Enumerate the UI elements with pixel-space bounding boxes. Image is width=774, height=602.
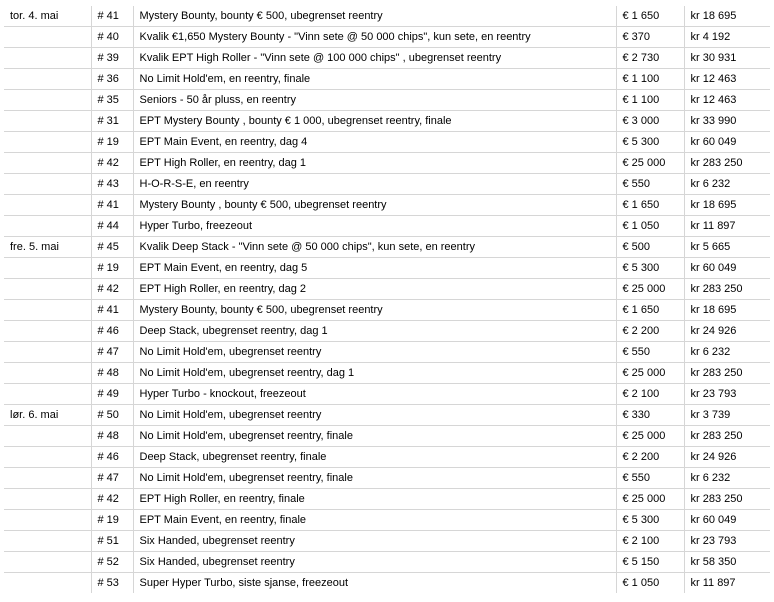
event-name-cell: Six Handed, ubegrenset reentry: [133, 531, 616, 552]
table-row: [4, 405, 770, 426]
buyin-eur-cell: € 500: [616, 237, 684, 258]
event-name-cell: H-O-R-S-E, en reentry: [133, 174, 616, 195]
event-name-cell: Super Hyper Turbo, siste sjanse, freezeout: [133, 573, 616, 594]
buyin-eur-cell: € 1 050: [616, 216, 684, 237]
buyin-eur-cell: € 5 300: [616, 510, 684, 531]
buyin-eur-cell: € 2 200: [616, 447, 684, 468]
event-name-cell: EPT High Roller, en reentry, finale: [133, 489, 616, 510]
buyin-nok-cell: kr 283 250: [684, 363, 770, 384]
buyin-eur-cell: € 5 150: [616, 552, 684, 573]
event-number-cell: # 41: [91, 195, 133, 216]
event-number-cell: # 31: [91, 111, 133, 132]
date-cell: [4, 174, 91, 195]
buyin-eur-cell: € 2 100: [616, 384, 684, 405]
table-row: [4, 6, 770, 27]
event-number-cell: # 53: [91, 573, 133, 594]
buyin-eur-cell: € 1 050: [616, 573, 684, 594]
buyin-eur-cell: € 1 650: [616, 300, 684, 321]
buyin-eur-cell: € 550: [616, 174, 684, 195]
event-number-cell: # 40: [91, 27, 133, 48]
event-name-cell: Kvalik Deep Stack - "Vinn sete @ 50 000 chips", kun sete, en reentry: [133, 237, 616, 258]
table-row: [4, 468, 770, 489]
schedule-body: [4, 6, 770, 593]
buyin-eur-cell: € 550: [616, 342, 684, 363]
buyin-eur-cell: € 1 650: [616, 195, 684, 216]
date-cell: [4, 258, 91, 279]
date-cell: [4, 531, 91, 552]
buyin-eur-cell: € 1 100: [616, 90, 684, 111]
date-cell: [4, 300, 91, 321]
date-cell: [4, 90, 91, 111]
buyin-nok-cell: kr 283 250: [684, 153, 770, 174]
event-number-cell: # 36: [91, 69, 133, 90]
table-row: [4, 132, 770, 153]
table-row: [4, 48, 770, 69]
date-cell: [4, 510, 91, 531]
buyin-nok-cell: kr 24 926: [684, 321, 770, 342]
event-number-cell: # 50: [91, 405, 133, 426]
date-cell: [4, 468, 91, 489]
event-name-cell: Kvalik EPT High Roller - "Vinn sete @ 100 000 chips" , ubegrenset reentry: [133, 48, 616, 69]
table-row: [4, 279, 770, 300]
date-cell: [4, 489, 91, 510]
event-number-cell: # 52: [91, 552, 133, 573]
buyin-nok-cell: kr 60 049: [684, 510, 770, 531]
buyin-nok-cell: kr 6 232: [684, 342, 770, 363]
event-name-cell: EPT Main Event, en reentry, dag 5: [133, 258, 616, 279]
buyin-eur-cell: € 25 000: [616, 426, 684, 447]
table-row: [4, 90, 770, 111]
event-number-cell: # 48: [91, 363, 133, 384]
table-row: [4, 27, 770, 48]
event-name-cell: Mystery Bounty, bounty € 500, ubegrenset reentry: [133, 6, 616, 27]
buyin-nok-cell: kr 23 793: [684, 384, 770, 405]
table-row: [4, 489, 770, 510]
event-name-cell: EPT Mystery Bounty , bounty € 1 000, ubegrenset reentry, finale: [133, 111, 616, 132]
buyin-nok-cell: kr 283 250: [684, 279, 770, 300]
buyin-nok-cell: kr 18 695: [684, 6, 770, 27]
event-number-cell: # 51: [91, 531, 133, 552]
buyin-eur-cell: € 370: [616, 27, 684, 48]
buyin-eur-cell: € 2 100: [616, 531, 684, 552]
event-number-cell: # 19: [91, 258, 133, 279]
buyin-nok-cell: kr 33 990: [684, 111, 770, 132]
buyin-nok-cell: kr 18 695: [684, 300, 770, 321]
buyin-nok-cell: kr 23 793: [684, 531, 770, 552]
buyin-eur-cell: € 25 000: [616, 153, 684, 174]
event-number-cell: # 46: [91, 447, 133, 468]
event-name-cell: EPT Main Event, en reentry, finale: [133, 510, 616, 531]
event-number-cell: # 42: [91, 279, 133, 300]
buyin-eur-cell: € 3 000: [616, 111, 684, 132]
date-cell: [4, 132, 91, 153]
event-number-cell: # 46: [91, 321, 133, 342]
table-row: [4, 363, 770, 384]
event-name-cell: EPT High Roller, en reentry, dag 1: [133, 153, 616, 174]
buyin-eur-cell: € 2 730: [616, 48, 684, 69]
table-row: [4, 174, 770, 195]
buyin-eur-cell: € 5 300: [616, 132, 684, 153]
table-row: [4, 300, 770, 321]
buyin-nok-cell: kr 60 049: [684, 132, 770, 153]
buyin-eur-cell: € 25 000: [616, 363, 684, 384]
event-number-cell: # 41: [91, 6, 133, 27]
buyin-eur-cell: € 550: [616, 468, 684, 489]
event-number-cell: # 35: [91, 90, 133, 111]
event-name-cell: Hyper Turbo - knockout, freezeout: [133, 384, 616, 405]
buyin-nok-cell: kr 11 897: [684, 216, 770, 237]
table-row: [4, 342, 770, 363]
date-cell: [4, 552, 91, 573]
table-row: [4, 426, 770, 447]
buyin-nok-cell: kr 30 931: [684, 48, 770, 69]
buyin-eur-cell: € 330: [616, 405, 684, 426]
event-name-cell: No Limit Hold'em, ubegrenset reentry, finale: [133, 468, 616, 489]
date-cell: [4, 69, 91, 90]
event-number-cell: # 49: [91, 384, 133, 405]
buyin-nok-cell: kr 12 463: [684, 69, 770, 90]
event-number-cell: # 48: [91, 426, 133, 447]
date-cell: [4, 573, 91, 594]
buyin-eur-cell: € 25 000: [616, 279, 684, 300]
buyin-nok-cell: kr 18 695: [684, 195, 770, 216]
event-name-cell: Deep Stack, ubegrenset reentry, finale: [133, 447, 616, 468]
buyin-nok-cell: kr 24 926: [684, 447, 770, 468]
event-name-cell: Kvalik €1,650 Mystery Bounty - "Vinn sete @ 50 000 chips", kun sete, en reentry: [133, 27, 616, 48]
date-cell: [4, 447, 91, 468]
table-row: [4, 321, 770, 342]
date-cell: [4, 426, 91, 447]
event-name-cell: No Limit Hold'em, ubegrenset reentry, dag 1: [133, 363, 616, 384]
date-cell: [4, 48, 91, 69]
event-number-cell: # 45: [91, 237, 133, 258]
buyin-eur-cell: € 25 000: [616, 489, 684, 510]
event-name-cell: Mystery Bounty , bounty € 500, ubegrenset reentry: [133, 195, 616, 216]
date-cell: fre. 5. mai: [4, 237, 91, 258]
buyin-nok-cell: kr 3 739: [684, 405, 770, 426]
table-row: [4, 384, 770, 405]
table-row: [4, 69, 770, 90]
date-cell: [4, 321, 91, 342]
date-cell: [4, 216, 91, 237]
event-number-cell: # 44: [91, 216, 133, 237]
event-name-cell: No Limit Hold'em, ubegrenset reentry, finale: [133, 426, 616, 447]
event-number-cell: # 42: [91, 153, 133, 174]
event-number-cell: # 43: [91, 174, 133, 195]
table-row: [4, 531, 770, 552]
event-number-cell: # 19: [91, 510, 133, 531]
buyin-nok-cell: kr 5 665: [684, 237, 770, 258]
event-name-cell: Mystery Bounty, bounty € 500, ubegrenset reentry: [133, 300, 616, 321]
buyin-nok-cell: kr 11 897: [684, 573, 770, 594]
event-name-cell: No Limit Hold'em, en reentry, finale: [133, 69, 616, 90]
buyin-eur-cell: € 1 650: [616, 6, 684, 27]
event-number-cell: # 47: [91, 342, 133, 363]
date-cell: [4, 195, 91, 216]
event-name-cell: No Limit Hold'em, ubegrenset reentry: [133, 405, 616, 426]
event-number-cell: # 19: [91, 132, 133, 153]
event-name-cell: Deep Stack, ubegrenset reentry, dag 1: [133, 321, 616, 342]
buyin-nok-cell: kr 6 232: [684, 174, 770, 195]
buyin-nok-cell: kr 283 250: [684, 489, 770, 510]
event-number-cell: # 39: [91, 48, 133, 69]
event-name-cell: No Limit Hold'em, ubegrenset reentry: [133, 342, 616, 363]
date-cell: [4, 384, 91, 405]
buyin-nok-cell: kr 283 250: [684, 426, 770, 447]
buyin-nok-cell: kr 12 463: [684, 90, 770, 111]
event-number-cell: # 41: [91, 300, 133, 321]
table-row: [4, 237, 770, 258]
table-row: [4, 510, 770, 531]
table-row: [4, 552, 770, 573]
table-row: [4, 153, 770, 174]
table-row: [4, 573, 770, 594]
table-row: [4, 447, 770, 468]
date-cell: lør. 6. mai: [4, 405, 91, 426]
event-name-cell: Seniors - 50 år pluss, en reentry: [133, 90, 616, 111]
date-cell: tor. 4. mai: [4, 6, 91, 27]
buyin-eur-cell: € 5 300: [616, 258, 684, 279]
event-name-cell: Six Handed, ubegrenset reentry: [133, 552, 616, 573]
table-row: [4, 258, 770, 279]
buyin-eur-cell: € 2 200: [616, 321, 684, 342]
event-name-cell: EPT High Roller, en reentry, dag 2: [133, 279, 616, 300]
table-row: [4, 111, 770, 132]
buyin-nok-cell: kr 6 232: [684, 468, 770, 489]
buyin-nok-cell: kr 60 049: [684, 258, 770, 279]
event-name-cell: Hyper Turbo, freezeout: [133, 216, 616, 237]
event-number-cell: # 42: [91, 489, 133, 510]
date-cell: [4, 363, 91, 384]
table-row: [4, 216, 770, 237]
buyin-nok-cell: kr 58 350: [684, 552, 770, 573]
event-number-cell: # 47: [91, 468, 133, 489]
date-cell: [4, 153, 91, 174]
event-name-cell: EPT Main Event, en reentry, dag 4: [133, 132, 616, 153]
date-cell: [4, 279, 91, 300]
buyin-eur-cell: € 1 100: [616, 69, 684, 90]
date-cell: [4, 27, 91, 48]
buyin-nok-cell: kr 4 192: [684, 27, 770, 48]
table-row: [4, 195, 770, 216]
schedule-table: [4, 6, 770, 593]
date-cell: [4, 342, 91, 363]
date-cell: [4, 111, 91, 132]
